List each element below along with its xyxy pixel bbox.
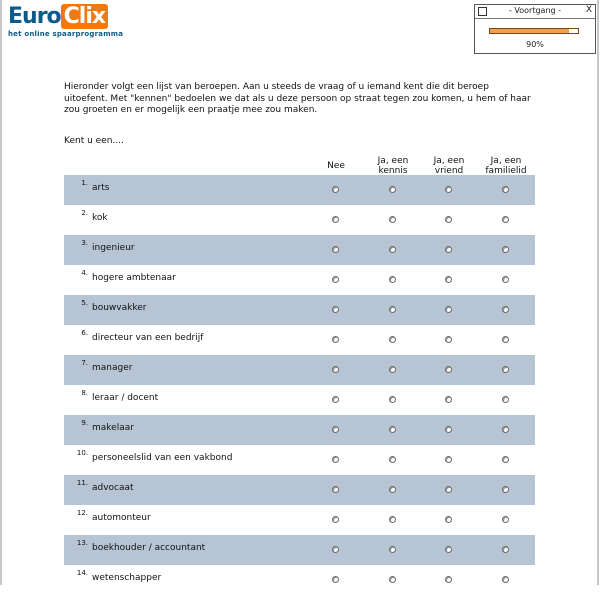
progress-titlebar[interactable]: [475, 5, 595, 19]
row-number: 9.: [81, 419, 88, 427]
radio-option[interactable]: [332, 186, 339, 193]
row-number: 3.: [81, 239, 88, 247]
logo-clix: Clix: [61, 4, 108, 29]
row-number: 4.: [81, 269, 88, 277]
logo-euro: Euro: [8, 4, 61, 29]
radio-option[interactable]: [332, 306, 339, 313]
row-label: directeur van een bedrijf: [92, 333, 204, 343]
row-number: 14.: [76, 569, 88, 577]
radio-option[interactable]: [445, 456, 452, 463]
radio-option[interactable]: [389, 546, 396, 553]
radio-option[interactable]: [389, 516, 396, 523]
radio-option[interactable]: [502, 486, 509, 493]
radio-option[interactable]: [332, 366, 339, 373]
row-number: 12.: [76, 509, 88, 517]
question-row: [64, 385, 535, 415]
radio-option[interactable]: [502, 336, 509, 343]
question-row: [64, 535, 535, 565]
column-header: Ja, een familielid: [485, 156, 527, 176]
logo-tagline: het online spaarprogramma: [8, 30, 124, 38]
question-row: [64, 235, 535, 265]
radio-option[interactable]: [502, 456, 509, 463]
radio-option[interactable]: [389, 366, 396, 373]
radio-option[interactable]: [445, 426, 452, 433]
row-label: wetenschapper: [92, 573, 162, 583]
radio-option[interactable]: [445, 486, 452, 493]
progress-title: - Voortgang -: [508, 6, 562, 15]
radio-option[interactable]: [445, 396, 452, 403]
question-row: [64, 325, 535, 355]
question-row: [64, 295, 535, 325]
row-label: automonteur: [92, 513, 151, 523]
row-label: manager: [92, 363, 133, 373]
progress-bar: [489, 28, 579, 34]
radio-option[interactable]: [502, 396, 509, 403]
radio-option[interactable]: [389, 486, 396, 493]
radio-option[interactable]: [332, 276, 339, 283]
radio-option[interactable]: [502, 246, 509, 253]
row-label: bouwvakker: [92, 303, 147, 313]
radio-option[interactable]: [502, 276, 509, 283]
row-label: boekhouder / accountant: [92, 543, 206, 553]
radio-option[interactable]: [332, 576, 339, 583]
row-label: makelaar: [92, 423, 134, 433]
radio-option[interactable]: [445, 546, 452, 553]
progress-percent: 90%: [526, 40, 544, 49]
radio-option[interactable]: [389, 246, 396, 253]
intro-text: Hieronder volgt een lijst van beroepen. Aan u steeds de vraag of u iemand kent die dit beroep uitoefent. Met "kennen" bedoelen we dat als u deze persoon op straat tegen zou komen, u hem of haar zou groeten en er mogelijk een praatje mee zou maken.: [64, 82, 531, 115]
question-row: [64, 205, 535, 235]
radio-option[interactable]: [389, 396, 396, 403]
column-header: Ja, een kennis: [377, 156, 409, 176]
question-row: [64, 445, 535, 475]
radio-option[interactable]: [332, 456, 339, 463]
euroclix-logo: [8, 6, 123, 38]
question-row: [64, 565, 535, 595]
question-row: [64, 475, 535, 505]
row-label: ingenieur: [92, 243, 135, 253]
column-header: Ja, een vriend: [433, 156, 465, 176]
radio-option[interactable]: [389, 216, 396, 223]
question-row: [64, 505, 535, 535]
radio-option[interactable]: [502, 546, 509, 553]
row-number: 2.: [81, 209, 88, 217]
column-header: Nee: [327, 161, 345, 171]
radio-option[interactable]: [332, 216, 339, 223]
row-label: personeelslid van een vakbond: [92, 453, 233, 463]
row-number: 13.: [76, 539, 88, 547]
radio-option[interactable]: [389, 426, 396, 433]
row-number: 10.: [76, 449, 88, 457]
question-row: [64, 265, 535, 295]
radio-option[interactable]: [445, 306, 452, 313]
radio-option[interactable]: [332, 336, 339, 343]
radio-option[interactable]: [389, 306, 396, 313]
row-label: kok: [92, 213, 108, 223]
radio-option[interactable]: [502, 186, 509, 193]
radio-option[interactable]: [502, 216, 509, 223]
radio-option[interactable]: [445, 246, 452, 253]
row-number: 7.: [81, 359, 88, 367]
row-number: 1.: [81, 179, 88, 187]
row-number: 5.: [81, 299, 88, 307]
radio-option[interactable]: [389, 576, 396, 583]
question-text: Kent u een....: [64, 136, 124, 146]
progress-bar-fill: [490, 29, 569, 33]
radio-option[interactable]: [332, 396, 339, 403]
row-number: 11.: [76, 479, 88, 487]
radio-option[interactable]: [332, 486, 339, 493]
radio-option[interactable]: [502, 306, 509, 313]
radio-option[interactable]: [445, 186, 452, 193]
radio-option[interactable]: [332, 516, 339, 523]
row-number: 6.: [81, 329, 88, 337]
row-label: arts: [92, 183, 110, 193]
radio-option[interactable]: [389, 276, 396, 283]
radio-option[interactable]: [445, 276, 452, 283]
window-frame-right: [597, 0, 599, 585]
row-number: 8.: [81, 389, 88, 397]
radio-option[interactable]: [389, 336, 396, 343]
radio-option[interactable]: [332, 426, 339, 433]
radio-option[interactable]: [445, 366, 452, 373]
radio-option[interactable]: [445, 336, 452, 343]
row-label: leraar / docent: [92, 393, 159, 403]
radio-option[interactable]: [332, 246, 339, 253]
radio-option[interactable]: [389, 456, 396, 463]
radio-option[interactable]: [445, 516, 452, 523]
radio-option[interactable]: [502, 426, 509, 433]
radio-option[interactable]: [445, 576, 452, 583]
radio-option[interactable]: [502, 576, 509, 583]
radio-option[interactable]: [445, 216, 452, 223]
radio-option[interactable]: [332, 546, 339, 553]
row-label: hogere ambtenaar: [92, 273, 176, 283]
radio-option[interactable]: [389, 186, 396, 193]
row-label: advocaat: [92, 483, 134, 493]
progress-window: [474, 4, 596, 54]
question-row: [64, 355, 535, 385]
question-row: [64, 175, 535, 205]
close-icon[interactable]: X: [585, 5, 592, 15]
radio-option[interactable]: [502, 516, 509, 523]
radio-option[interactable]: [502, 366, 509, 373]
question-row: [64, 415, 535, 445]
window-frame-left: [0, 0, 2, 585]
